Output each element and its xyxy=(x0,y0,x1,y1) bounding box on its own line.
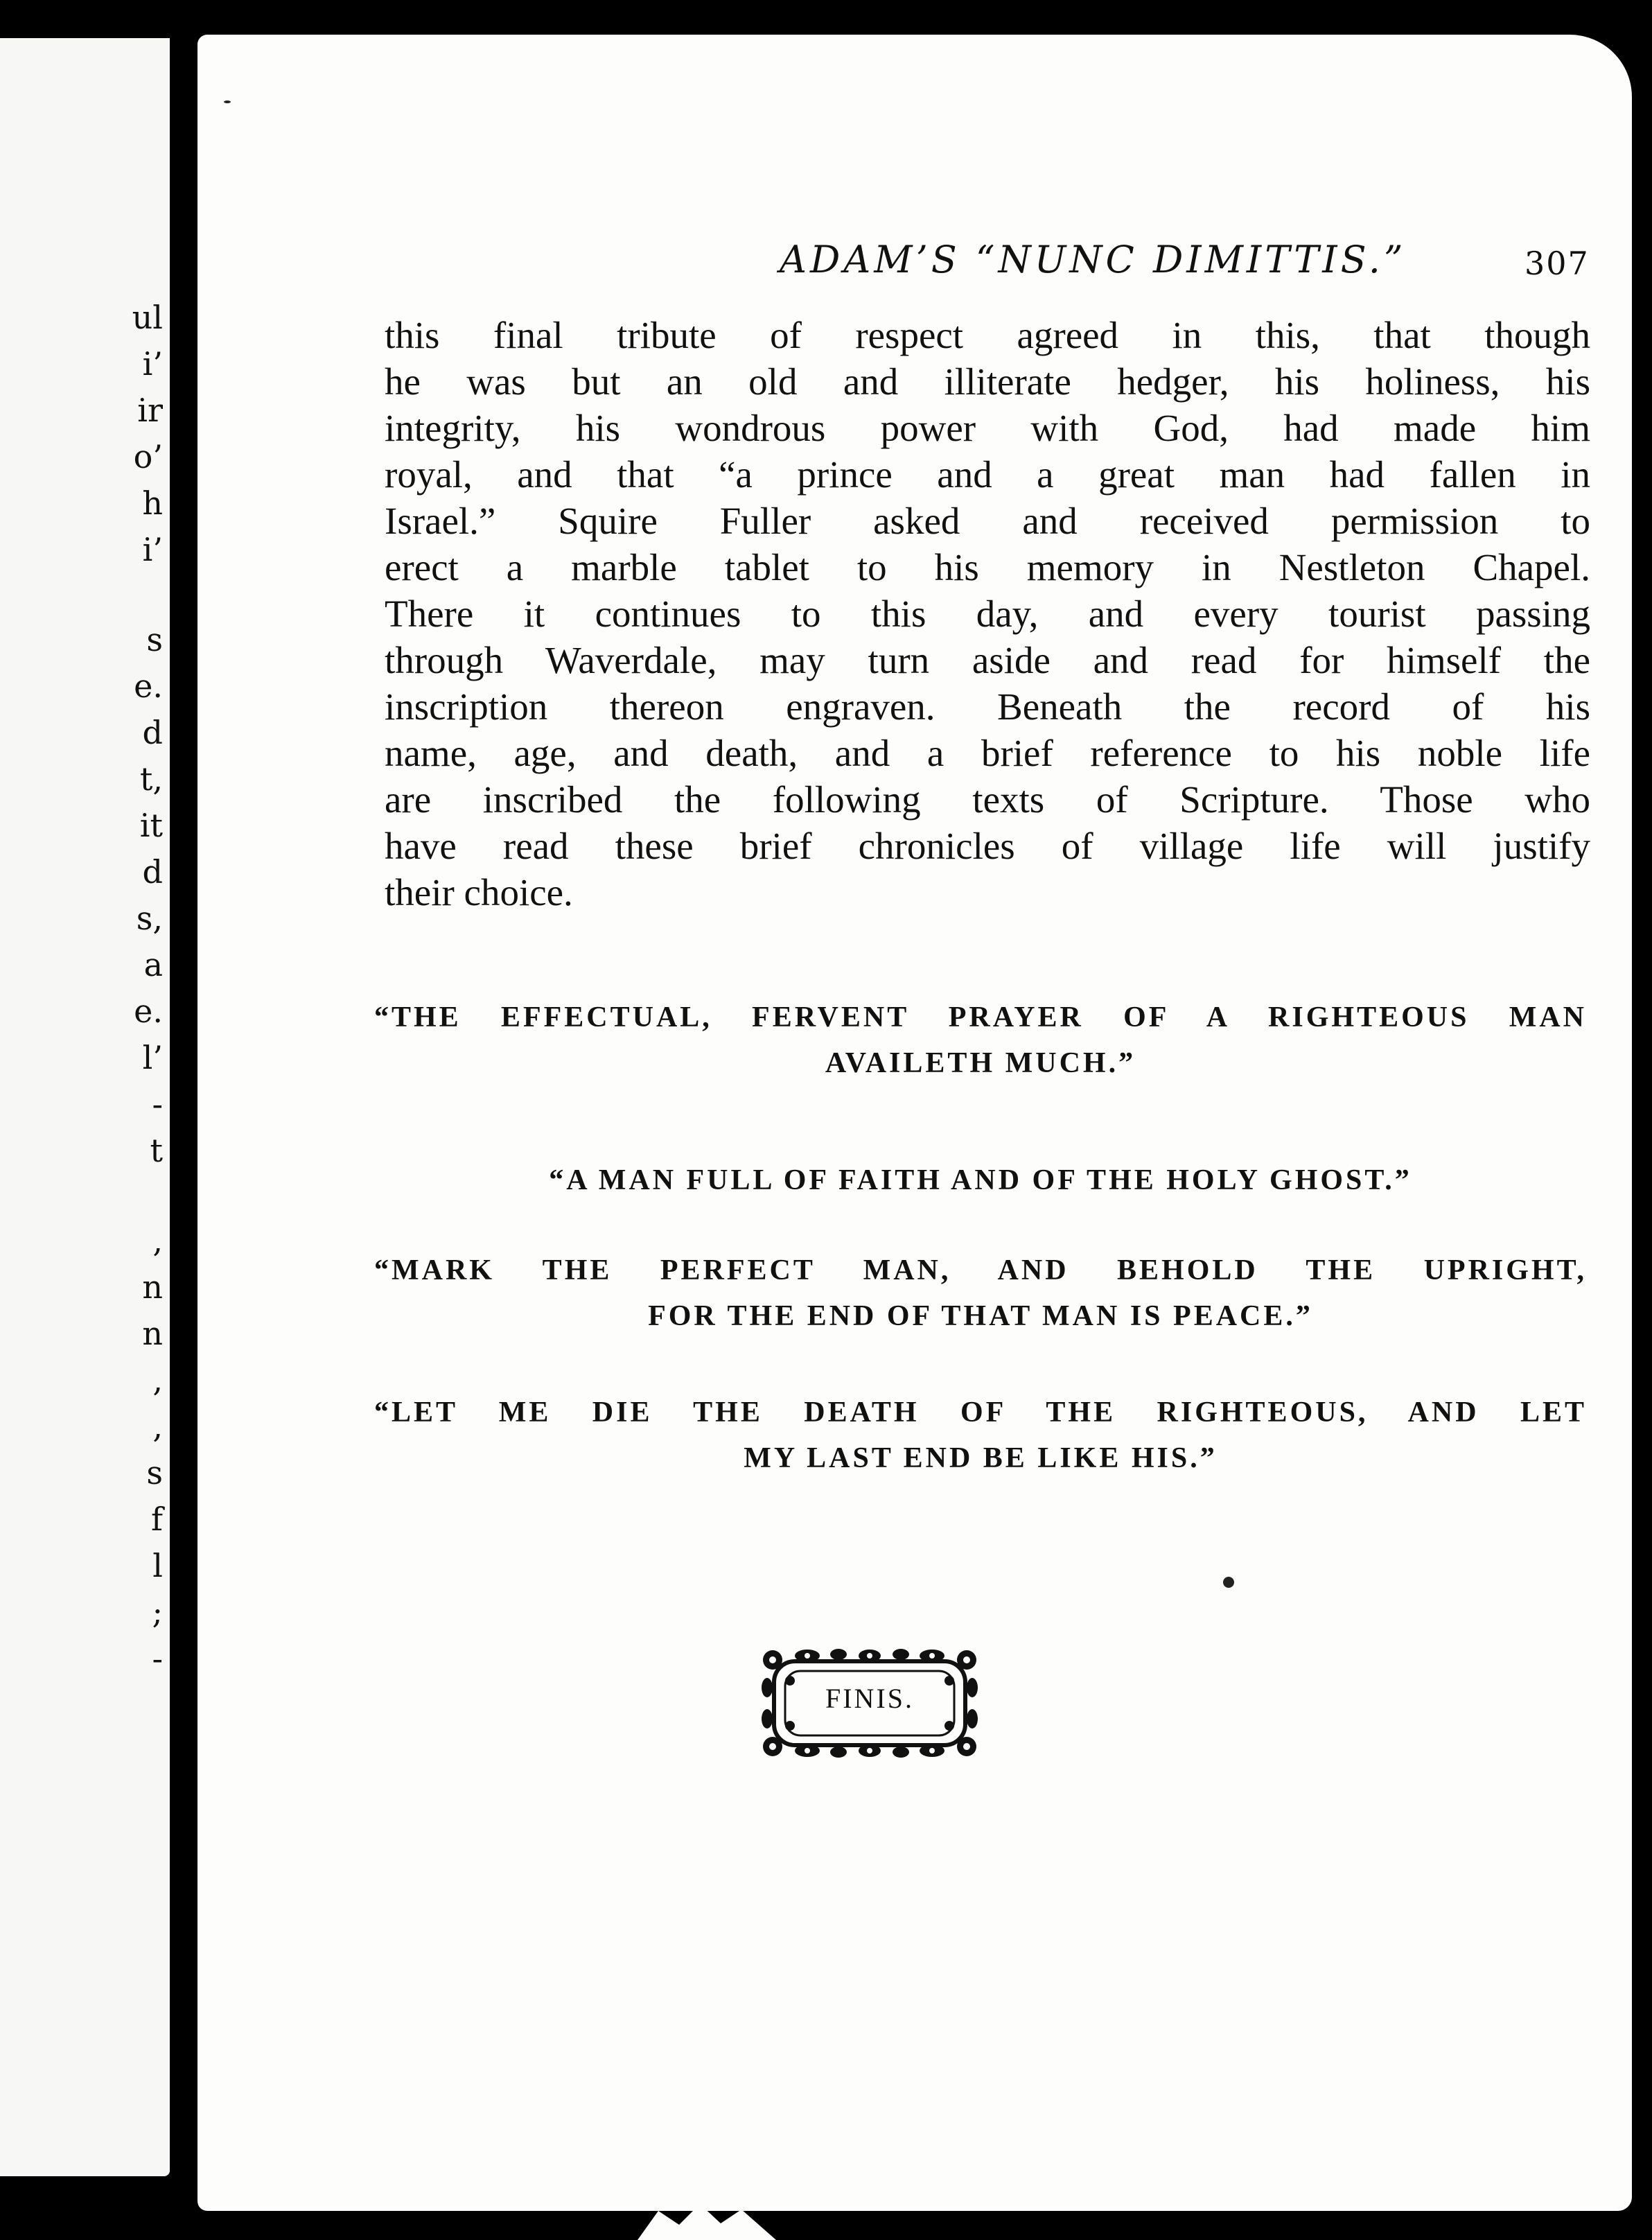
body-line: inscription thereon engraven. Beneath the record of his xyxy=(385,685,1590,728)
running-title: ADAM’S “NUNC DIMITTIS.” xyxy=(780,238,1407,281)
facing-page-fragment: l xyxy=(152,1547,163,1584)
verse-line: “MARK THE PERFECT MAN, AND BEHOLD THE UPRIGHT, xyxy=(374,1254,1587,1286)
finis-label: FINIS. xyxy=(825,1683,915,1714)
paper-tear xyxy=(638,2204,776,2240)
body-line: There it continues to this day, and every tourist passing xyxy=(385,593,1590,635)
finis-ornament xyxy=(759,1646,981,1760)
facing-page-fragment: ul xyxy=(132,299,163,336)
body-line: are inscribed the following texts of Scripture. Those who xyxy=(385,778,1590,821)
body-line: their choice. xyxy=(385,871,573,913)
facing-page-fragment: , xyxy=(152,1361,163,1399)
facing-page-fragment: a xyxy=(143,946,163,983)
body-line: this final tribute of respect agreed in this, that though xyxy=(385,314,1590,356)
body-paragraph xyxy=(385,312,1590,977)
body-line: integrity, his wondrous power with God, had made him xyxy=(385,407,1590,449)
facing-page-fragment: s xyxy=(146,621,163,658)
verse-line: MY LAST END BE LIKE HIS.” xyxy=(744,1442,1218,1474)
facing-page-fragment: t xyxy=(150,1132,163,1169)
facing-page-fragment: t, xyxy=(139,760,163,798)
book-gutter xyxy=(170,0,191,2240)
body-line: he was but an old and illiterate hedger, his holiness, his xyxy=(385,360,1590,403)
facing-page-fragment: ir xyxy=(137,392,163,429)
ink-speck xyxy=(1223,1577,1234,1588)
ink-speck xyxy=(224,100,231,103)
facing-page xyxy=(0,38,170,2176)
scripture-verse xyxy=(374,1248,1587,1339)
facing-page-fragment: h xyxy=(142,484,163,522)
body-line: have read these brief chronicles of village life will justify xyxy=(385,825,1590,867)
facing-page-fragment: , xyxy=(152,1222,163,1259)
verse-line: FOR THE END OF THAT MAN IS PEACE.” xyxy=(648,1300,1313,1332)
facing-page-fragment: o’ xyxy=(133,438,163,475)
verse-line: AVAILETH MUCH.” xyxy=(825,1047,1136,1079)
facing-page-fragment: ; xyxy=(152,1593,163,1631)
body-line: royal, and that “a prince and a great man had fallen in xyxy=(385,453,1590,496)
facing-page-fragment: l’ xyxy=(142,1039,163,1076)
body-line: Israel.” Squire Fuller asked and received permission to xyxy=(385,500,1590,542)
facing-page-fragment: e. xyxy=(134,992,163,1030)
facing-page-fragment: i’ xyxy=(142,345,163,383)
facing-page-fragment: d xyxy=(142,853,163,891)
facing-page-fragment: n xyxy=(142,1268,163,1306)
page-header xyxy=(572,225,1590,301)
verse-line: “A MAN FULL OF FAITH AND OF THE HOLY GHOST.” xyxy=(549,1164,1412,1196)
facing-page-fragment: , xyxy=(152,1408,163,1445)
facing-page-text-fragments xyxy=(0,38,170,2176)
scripture-verse xyxy=(374,1390,1587,1481)
facing-page-fragment: s xyxy=(146,1454,163,1491)
verse-line: “LET ME DIE THE DEATH OF THE RIGHTEOUS, AND LET xyxy=(374,1397,1587,1428)
scripture-verse xyxy=(374,1157,1587,1203)
verse-line: “THE EFFECTUAL, FERVENT PRAYER OF A RIGHTEOUS MAN xyxy=(374,1001,1587,1033)
body-line: name, age, and death, and a brief reference to his noble life xyxy=(385,732,1590,774)
facing-page-fragment: n xyxy=(142,1315,163,1352)
facing-page-fragment: s, xyxy=(136,900,163,937)
facing-page-fragment: - xyxy=(152,1085,163,1123)
body-line: erect a marble tablet to his memory in Nestleton Chapel. xyxy=(385,546,1590,588)
body-line: through Waverdale, may turn aside and read for himself the xyxy=(385,639,1590,681)
facing-page-fragment: e. xyxy=(134,667,163,705)
book-page xyxy=(197,35,1632,2211)
page-number: 307 xyxy=(1524,245,1590,282)
scripture-verse xyxy=(374,995,1587,1086)
facing-page-fragment: - xyxy=(152,1640,163,1677)
facing-page-fragment: f xyxy=(150,1500,163,1538)
facing-page-fragment: i’ xyxy=(142,531,163,568)
facing-page-fragment: it xyxy=(139,807,163,844)
facing-page-fragment: d xyxy=(142,714,163,751)
